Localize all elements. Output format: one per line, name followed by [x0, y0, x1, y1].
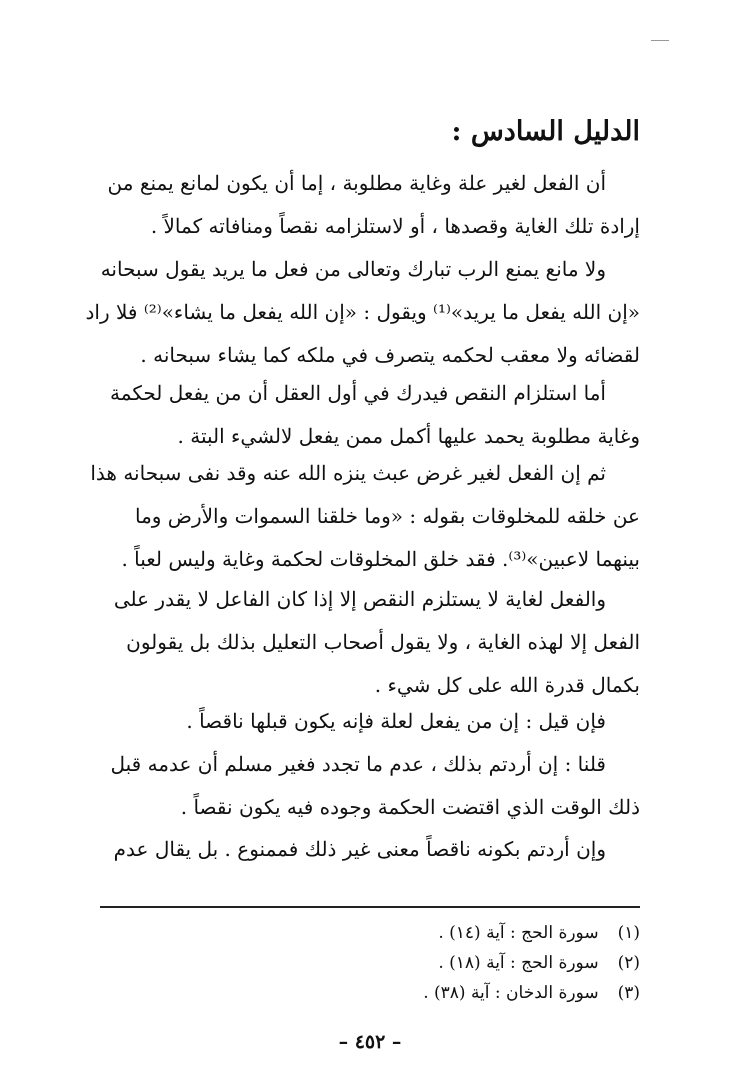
- paragraph-1: [80, 162, 640, 248]
- text-line: بينهما لاعبين»⁽³⁾. فقد خلق المخلوقات لحكمة وغاية وليس لعباً .: [121, 547, 640, 571]
- paragraph-7: [80, 743, 640, 829]
- footnote-3: [100, 978, 640, 1008]
- footnote-text: سورة الحج : آية (١٨) .: [438, 953, 599, 973]
- text-line: «إن الله يفعل ما يريد»⁽¹⁾ ويقول : «إن الله يفعل ما يشاء»⁽²⁾ فلا راد: [85, 300, 640, 324]
- footnote-2: [100, 948, 640, 978]
- text-line: إرادة تلك الغاية وقصدها ، أو لاستلزامه نقصاً ومنافاته كمالاً .: [150, 214, 640, 238]
- footnote-number: (٣): [617, 983, 640, 1003]
- text-line: الفعل إلا لهذه الغاية ، ولا يقول أصحاب التعليل بذلك بل يقولون: [126, 630, 640, 654]
- text-line: أما استلزام النقص فيدرك في أول العقل أن من يفعل لحكمة: [110, 381, 606, 405]
- text-line: قلنا : إن أردتم بذلك ، عدم ما تجدد فغير مسلم أن عدمه قبل: [110, 752, 606, 776]
- text-line: لقضائه ولا معقب لحكمه يتصرف في ملكه كما يشاء سبحانه .: [140, 343, 640, 367]
- text-line: بكمال قدرة الله على كل شيء .: [374, 673, 640, 697]
- paragraph-2: [80, 248, 640, 377]
- text-line: ذلك الوقت الذي اقتضت الحكمة وجوده فيه يكون نقصاً .: [180, 795, 640, 819]
- text-line: وغاية مطلوبة يحمد عليها أكمل ممن يفعل لالشيء البتة .: [177, 424, 640, 448]
- footnote-number: (٢): [617, 953, 640, 973]
- text-line: ثم إن الفعل لغير غرض عبث ينزه الله عنه وقد نفى سبحانه هذا: [90, 461, 606, 485]
- footnote-text: سورة الحج : آية (١٤) .: [438, 923, 599, 943]
- text-line: فإن قيل : إن من يفعل لعلة فإنه يكون قبلها ناقصاً .: [186, 709, 606, 733]
- corner-mark: [651, 40, 669, 41]
- text-line: ولا مانع يمنع الرب تبارك وتعالى من فعل ما يريد يقول سبحانه: [100, 257, 606, 281]
- footnote-1: [100, 918, 640, 948]
- paragraph-4: [80, 452, 640, 581]
- paragraph-3: [80, 372, 640, 458]
- paragraph-6: [80, 700, 640, 743]
- text-line: وإن أردتم بكونه ناقصاً معنى غير ذلك فممنوع . بل يقال عدم: [113, 837, 606, 861]
- footnotes: [100, 918, 640, 1008]
- text-line: والفعل لغاية لا يستلزم النقص إلا إذا كان الفاعل لا يقدر على: [113, 587, 606, 611]
- footnote-text: سورة الدخان : آية (٣٨) .: [423, 983, 599, 1003]
- footnote-number: (١): [617, 923, 640, 943]
- paragraph-5: [80, 578, 640, 707]
- text-line: أن الفعل لغير علة وغاية مطلوبة ، إما أن يكون لمانع يمنع من: [107, 171, 606, 195]
- paragraph-8: [80, 828, 640, 871]
- page-number: – ٤٥٢ –: [338, 1031, 402, 1053]
- footnote-divider: [100, 906, 640, 908]
- text-line: عن خلقه للمخلوقات بقوله : «وما خلقنا السموات والأرض وما: [134, 504, 640, 528]
- section-heading: الدليل السادس :: [451, 116, 640, 147]
